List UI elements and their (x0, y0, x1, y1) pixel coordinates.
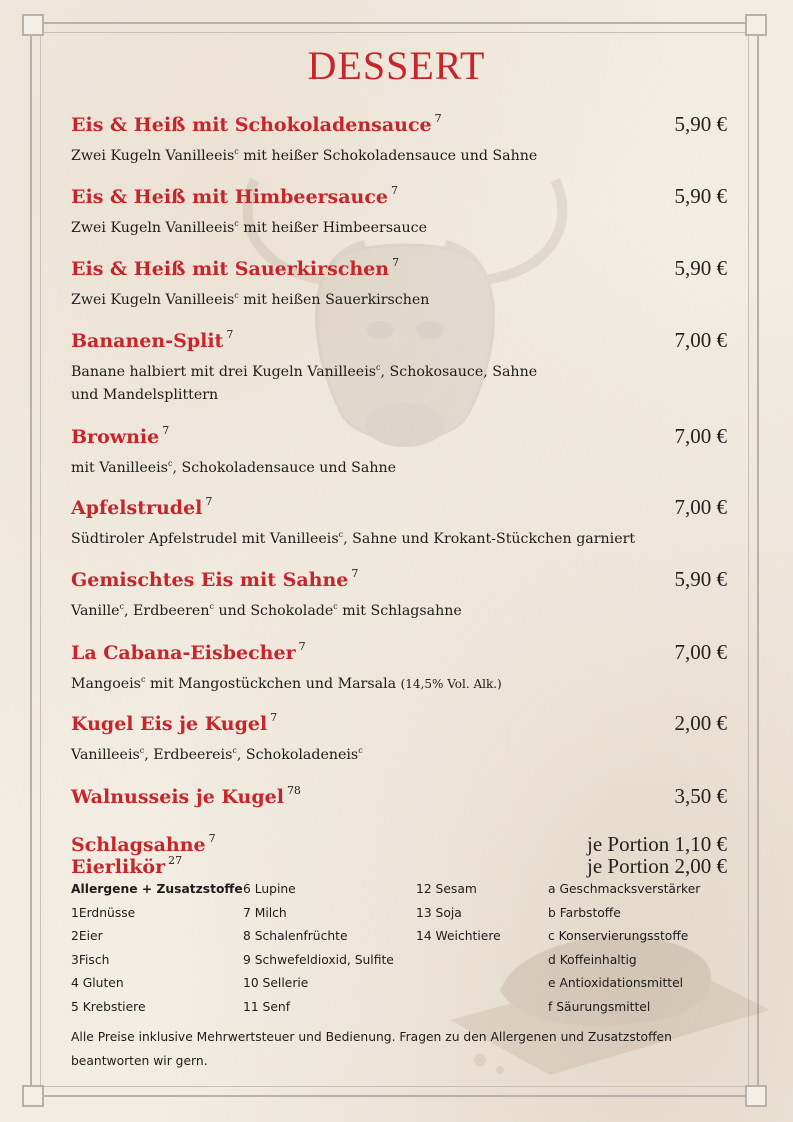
frame-corner (22, 14, 44, 36)
menu-item-header (71, 184, 727, 212)
menu-item-name-text: Eis & Heiß mit Schokoladensauce (71, 114, 432, 136)
extra-item-name-text: Schlagsahne (71, 834, 206, 856)
menu-item-price: 7,00 € (674, 424, 727, 448)
description-text: Zwei Kugeln Vanilleeis (71, 220, 235, 236)
menu-item-name-text: Walnusseis je Kugel (71, 786, 284, 808)
menu-item-price: 3,50 € (674, 784, 727, 808)
frame-corner (22, 1085, 44, 1107)
allergen-note: 7 (392, 256, 400, 269)
allergen-entry: 5 Krebstiere (71, 1000, 146, 1014)
description-text: Vanilleeis (71, 747, 140, 763)
menu-item-name (71, 567, 358, 591)
additive-marker: c (338, 530, 344, 539)
allergen-note: 7 (351, 567, 359, 580)
menu-item-header (71, 640, 727, 668)
additive-marker: c (139, 746, 145, 755)
menu-item-name-text: Bananen-Split (71, 330, 224, 352)
menu-item-header (71, 495, 727, 523)
additive-marker: c (234, 147, 239, 156)
menu-item (71, 328, 727, 407)
menu-item-description (71, 595, 727, 623)
allergen-entry: c Konservierungsstoffe (548, 929, 689, 944)
description-text: mit Vanilleeis (71, 460, 168, 476)
menu-item-price: 7,00 € (674, 495, 727, 519)
menu-item (71, 424, 727, 480)
menu-item (71, 256, 727, 312)
allergen-entry: b Farbstoffe (548, 905, 621, 920)
menu-item-description (71, 739, 727, 767)
additive-marker: c (333, 602, 338, 611)
additive-marker: c (234, 291, 239, 300)
allergen-entry: f Säurungsmittel (548, 1000, 651, 1014)
menu-item-header (71, 256, 727, 284)
menu-item-description (71, 668, 727, 696)
frame-corner (745, 14, 767, 36)
menu-item-price: 5,90 € (674, 112, 727, 136)
menu-item-name (71, 640, 306, 664)
additive-marker: c (234, 219, 239, 228)
allergen-entry: 6 Lupine (243, 882, 296, 896)
allergen-entry: d Koffeinhaltig (548, 952, 637, 967)
additive-marker: c (119, 602, 125, 611)
description-text: Zwei Kugeln Vanilleeis (71, 148, 235, 164)
menu-item-header (71, 711, 727, 739)
menu-item-name (71, 256, 399, 280)
menu-item-name (71, 784, 301, 808)
description-text: , Schokoladensauce und Sahne (172, 460, 397, 476)
description-text: Südtiroler Apfelstrudel mit Vanilleeis (71, 531, 339, 547)
menu-item-description (71, 356, 727, 384)
allergen-entry: e Antioxidationsmittel (548, 976, 684, 991)
menu-item-price: 7,00 € (674, 328, 727, 352)
menu-item-name (71, 184, 398, 208)
description-text: Zwei Kugeln Vanilleeis (71, 292, 235, 308)
menu-item-header (71, 784, 727, 812)
menu-item-name (71, 424, 169, 448)
menu-item-price: 5,90 € (674, 567, 727, 591)
menu-item-header (71, 424, 727, 452)
allergen-note: 7 (391, 184, 399, 197)
description-text: , Erdbeereis (144, 747, 233, 763)
menu-item-description (71, 452, 727, 480)
description-text: und Schokolade (213, 603, 334, 619)
menu-item-description-line2: und Mandelsplittern (71, 387, 219, 403)
description-text: Banane halbiert mit drei Kugeln Vanilleeis (71, 364, 377, 380)
allergen-note: 7 (162, 424, 170, 437)
menu-item (71, 567, 727, 623)
menu-item (71, 495, 727, 551)
allergen-heading: Allergene + Zusatzstoffe (71, 882, 243, 896)
allergen-entry: 4 Gluten (71, 976, 124, 991)
description-text: , Schokosauce, Sahne (380, 364, 538, 380)
description-text: Mangoeis (71, 676, 141, 692)
allergen-entry: a Geschmacksverstärker (548, 882, 701, 896)
menu-item (71, 184, 727, 240)
description-text: , Erdbeeren (124, 603, 210, 619)
allergen-note: 27 (168, 854, 183, 867)
additive-marker: c (232, 746, 237, 755)
allergen-note: 78 (286, 784, 301, 797)
menu-item-price: 5,90 € (674, 184, 727, 208)
allergen-entry: 12 Sesam (416, 882, 477, 896)
menu-item (71, 711, 727, 767)
extra-item (71, 832, 727, 854)
description-text: mit heißen Sauerkirschen (238, 292, 430, 308)
menu-item-header (71, 328, 727, 356)
allergen-note: 7 (270, 711, 278, 724)
allergen-entry: 8 Schalenfrüchte (243, 929, 348, 944)
menu-item-price: 2,00 € (674, 711, 727, 735)
allergen-note: 7 (208, 832, 216, 845)
additive-marker: c (167, 459, 173, 468)
menu-item-name (71, 711, 277, 735)
menu-item-name (71, 112, 442, 136)
description-text: mit heißer Himbeersauce (238, 220, 427, 236)
menu-item (71, 112, 727, 168)
allergen-entry: 11 Senf (243, 1000, 291, 1014)
allergen-entry: 10 Sellerie (243, 976, 309, 991)
allergen-entry: 14 Weichtiere (416, 929, 501, 944)
menu-item-name-text: Eis & Heiß mit Himbeersauce (71, 186, 389, 208)
menu-item-header (71, 567, 727, 595)
menu-item-price: 5,90 € (674, 256, 727, 280)
extra-item-price: je Portion 2,00 € (587, 854, 727, 878)
menu-item-description (71, 212, 727, 240)
menu-item-header (71, 112, 727, 140)
description-text: mit Mangostückchen und Marsala (145, 676, 401, 692)
menu-item-name-text: Gemischtes Eis mit Sahne (71, 569, 349, 591)
allergen-entry: 1Erdnüsse (71, 905, 136, 920)
extras-list (71, 832, 727, 876)
menu-item (71, 640, 727, 696)
menu-item-name-text: Eis & Heiß mit Sauerkirschen (71, 258, 390, 280)
menu-item-description (71, 284, 727, 312)
allergen-entry: 13 Soja (416, 905, 462, 920)
description-text: mit Schlagsahne (337, 603, 462, 619)
menu-item-name (71, 495, 212, 519)
allergen-entry: 2Eier (71, 929, 103, 944)
menu-item-description (71, 523, 727, 551)
footer-line: Alle Preise inklusive Mehrwertsteuer und Bedienung. Fragen zu den Allergenen und Zusatzstoffen (71, 1030, 672, 1044)
menu-item-name-text: Apfelstrudel (71, 497, 203, 519)
additive-marker: c (376, 363, 381, 372)
footer-line: beantworten wir gern. (71, 1054, 208, 1068)
extra-item-name (71, 854, 182, 878)
menu-item-price: 7,00 € (674, 640, 727, 664)
allergen-note: 7 (226, 328, 234, 341)
additive-marker: c (140, 675, 146, 684)
allergen-entry: 9 Schwefeldioxid, Sulfite (243, 952, 394, 967)
extra-item-price: je Portion 1,10 € (587, 832, 727, 856)
allergen-entry: 7 Milch (243, 905, 287, 920)
additive-marker: c (358, 746, 363, 755)
menu-item-name-text: Kugel Eis je Kugel (71, 713, 268, 735)
description-text: , Sahne und Krokant-Stückchen garniert (343, 531, 636, 547)
menu-item-name-text: Brownie (71, 426, 160, 448)
frame-corner (745, 1085, 767, 1107)
additive-marker: c (209, 602, 214, 611)
menu-item-description (71, 140, 727, 168)
extra-item-name (71, 832, 216, 856)
extra-item (71, 854, 727, 876)
menu-item-name (71, 328, 233, 352)
description-text: Vanille (71, 603, 120, 619)
footer-note (71, 1025, 731, 1073)
extra-item-name-text: Eierlikör (71, 856, 166, 878)
allergen-note: 7 (434, 112, 442, 125)
allergen-note: 7 (298, 640, 306, 653)
menu-item-name-text: La Cabana-Eisbecher (71, 642, 296, 664)
alcohol-note: (14,5% Vol. Alk.) (400, 677, 502, 691)
allergen-note: 7 (205, 495, 213, 508)
description-text: , Schokoladeneis (236, 747, 359, 763)
menu-title: DESSERT (307, 43, 486, 88)
description-text: mit heißer Schokoladensauce und Sahne (238, 148, 538, 164)
allergen-entry: 3Fisch (71, 952, 110, 967)
menu-item (71, 784, 727, 812)
